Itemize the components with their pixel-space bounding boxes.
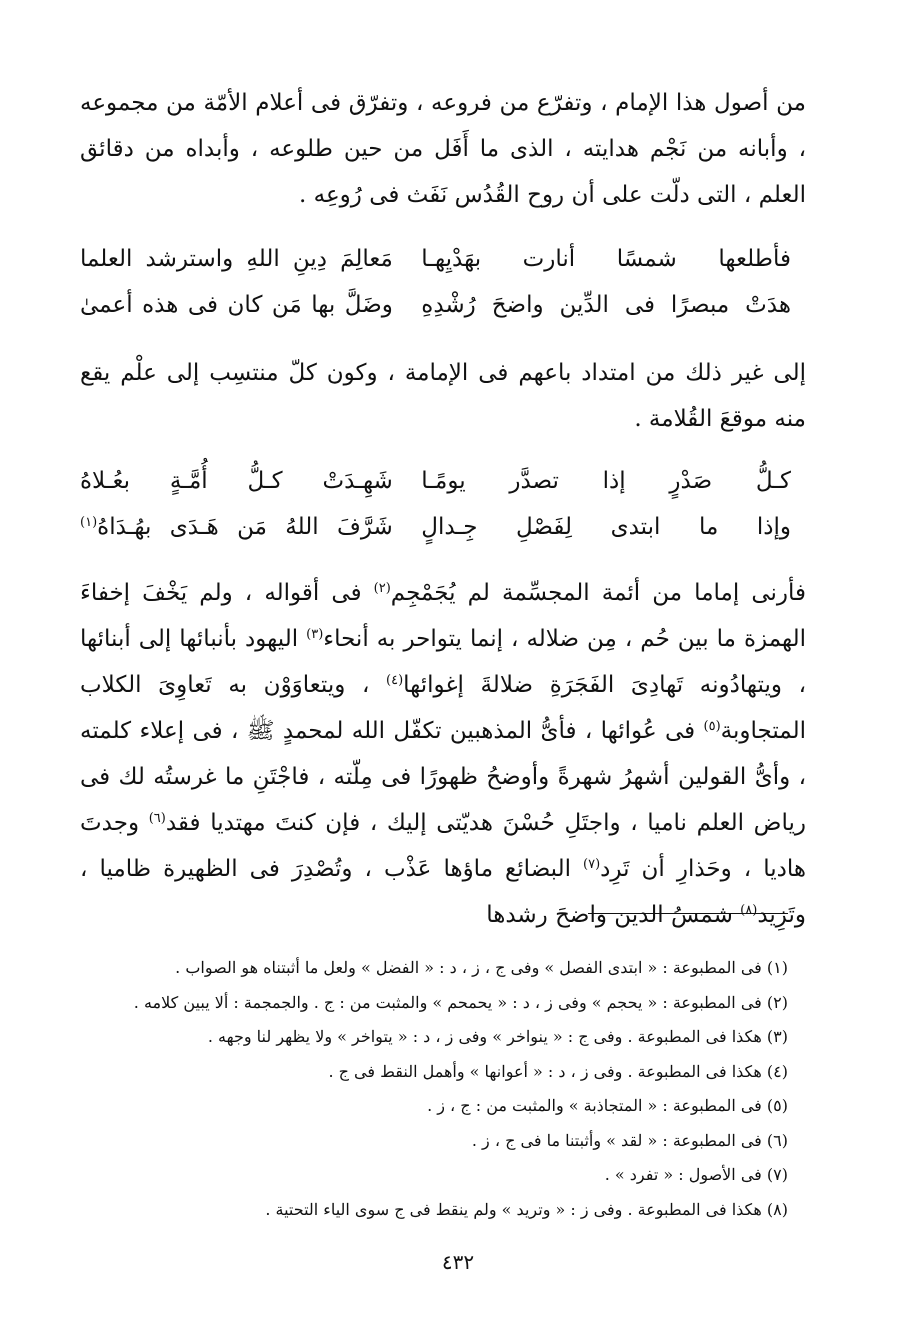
footnote-3: (٣) هكذا فى المطبوعة . وفى ج : « ينواخر » وفى ز ، د : « يتواخر » ولا يظهر لنا وجهه . bbox=[207, 1027, 788, 1046]
verse-second-hemistich: وضَلَّ بها مَن كان فى هذه أعمىٰ bbox=[80, 292, 393, 318]
verse-line bbox=[80, 236, 791, 282]
verse-line bbox=[80, 458, 791, 504]
footnote-ref: (٦) bbox=[148, 811, 166, 826]
verse-first-hemistich: كـلُّ صَدْرٍ إذا تصدَّر يومًـا bbox=[421, 468, 791, 494]
footnote-4: (٤) هكذا فى المطبوعة . وفى ز ، د : « أعوانها » وأهمل النقط فى ج . bbox=[328, 1061, 788, 1081]
footnote-ref: (٥) bbox=[703, 719, 721, 734]
verse-second-hemistich bbox=[80, 504, 393, 550]
verse-block-1 bbox=[80, 236, 791, 328]
footnote-6: (٦) فى المطبوعة : « لقد » وأثبتنا ما فى ج ، ز . bbox=[471, 1130, 788, 1150]
footnote-ref: (٨) bbox=[740, 903, 758, 918]
footnote-8: (٨) هكذا فى المطبوعة . وفى ز : « وتريد » ولم ينقط فى ج سوى الياء التحتية . bbox=[265, 1199, 788, 1219]
footnote-ref: (٤) bbox=[386, 673, 404, 688]
footnote-ref: (١) bbox=[80, 515, 98, 530]
footnote-divider bbox=[588, 913, 788, 914]
page-number: ٤٣٢ bbox=[441, 1250, 475, 1274]
paragraph-3 bbox=[80, 570, 806, 938]
verse-second-hemistich: شَهِـدَتْ كـلُّ أُمَّـةٍ بعُـلاهُ bbox=[80, 468, 393, 494]
footnote-5: (٥) فى المطبوعة : « المتجاذبة » والمثبت من : ج ، ز . bbox=[427, 1096, 788, 1115]
verse-first-hemistich: فأطلعها شمسًا أنارت بهَدْيِهـا bbox=[421, 246, 791, 272]
verse-text: شَرَّفَ اللهُ مَن هَـدَى بهُـدَاهُ bbox=[97, 514, 393, 540]
text-run: فى عُوائها ، فأىُّ المذهبين تكفّل الله لمحمدٍ ﷺ ، فى إعلاء كلمته ، وأىُّ القولين أشهرُ شهرةً وأوضحُ ظهورًا فى مِلّته ، فاجْتَنِ ما غرستُه لك فى رياض العلم ناميا ، واجتَلِ حُسْنَ هديّتى إليك ، فإن كنتَ مهتديا فقد bbox=[80, 718, 806, 836]
footnote-ref: (٧) bbox=[583, 857, 601, 872]
paragraph-2: إلى غير ذلك من امتداد باعهم فى الإمامة ، وكون كلّ منتسِب إلى علْم يقع منه موقعَ القُلامة . bbox=[80, 360, 806, 432]
footnotes-list bbox=[100, 951, 788, 1227]
text-run: فى أقواله ، ولم يَخْفَ إخفاءَ الهمزة ما بين حُم ، مِن ضلاله ، إنما يتواحر به أنحاء bbox=[80, 580, 806, 652]
footnote-ref: (٢) bbox=[373, 581, 391, 596]
verse-first-hemistich: وإذا ما ابتدى لِفَصْلِ جِـدالٍ bbox=[421, 514, 791, 540]
text-run: فأرنى إماما من أئمة المجسِّمة لم يُجَمْجِم bbox=[390, 580, 806, 606]
footnote-2: (٢) فى المطبوعة : « يحجم » وفى ز ، د : « يحمحم » والمثبت من : ج . والجمجمة : ألا يبين كلامه . bbox=[133, 992, 788, 1012]
verse-line bbox=[80, 504, 791, 550]
verse-line bbox=[80, 282, 791, 328]
text-run: شمسُ الدين واضحَ رشدها bbox=[486, 902, 741, 928]
footnote-ref: (٣) bbox=[306, 627, 324, 642]
text-run: اليهود بأنبائها إلى أبنائها ، ويتهادُونه تَهادِىَ الفَجَرَةِ ضلالةَ إغوائها bbox=[80, 626, 806, 698]
text-run: البضائع ماؤها عَذْب ، وتُصْدِرَ فى الظهيرة ظاميا ، وتَزِيد bbox=[80, 856, 806, 928]
paragraph-1: من أصول هذا الإمام ، وتفرّع من فروعه ، وتفرّق فى أعلام الأمّة من مجموعه ، وأبانه من نَجْم هدايته ، الذى ما أَفَل من حين طلوعه ، وأبداه من دقائق العلم ، التى دلّت على أن روح القُدُس نَفَث فى رُوعِه . bbox=[80, 90, 806, 208]
text-run: وجدتَ هاديا ، وحَذارِ أن تَرِد bbox=[80, 810, 807, 882]
footnote-7: (٧) فى الأصول : « تفرد » . bbox=[604, 1165, 788, 1184]
footnote-1: (١) فى المطبوعة : « ابتدى الفصل » وفى ج ، ز ، د : « الفضل » ولعل ما أثبتناه هو الصواب . bbox=[175, 958, 788, 977]
text-run: ، ويتعاوَوْن به تَعاوِىَ الكلاب المتجاوبة bbox=[80, 672, 806, 744]
verse-block-2 bbox=[80, 458, 791, 550]
verse-second-hemistich: مَعالِمَ دِينِ اللهِ واسترشد العلما bbox=[80, 246, 393, 272]
verse-first-hemistich: هدَتْ مبصرًا فى الدِّين واضحَ رُشْدِهِ bbox=[421, 292, 791, 318]
